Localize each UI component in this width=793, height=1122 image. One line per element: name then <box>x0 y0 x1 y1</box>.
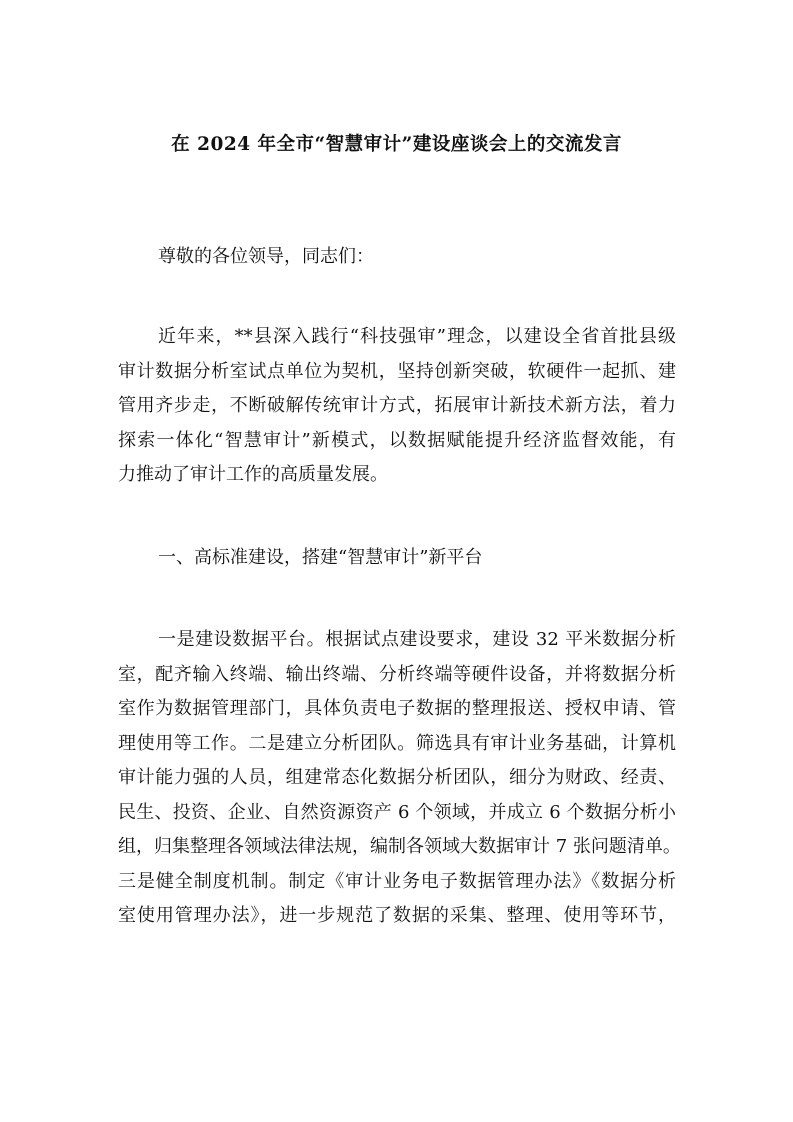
paragraph-line: 民生、投资、企业、自然资源资产 6 个领域，并成立 6 个数据分析小 <box>118 801 676 823</box>
section-heading-block <box>118 541 676 576</box>
paragraph-line: 室，配齐输入终端、输出终端、分析终端等硬件设备，并将数据分析 <box>118 663 676 685</box>
salutation-block <box>118 240 676 275</box>
paragraph-line: 理使用等工作。二是建立分析团队。筛选具有审计业务基础，计算机 <box>118 732 676 754</box>
section-paragraph <box>118 623 681 934</box>
paragraph-line: 管用齐步走，不断破解传统审计方式，拓展审计新技术新方法，着力 <box>118 395 676 416</box>
paragraph-line: 力推动了审计工作的高质量发展。 <box>118 464 388 485</box>
paragraph-line: 审计能力强的人员，组建常态化数据分析团队，细分为财政、经责、 <box>118 767 676 788</box>
paragraph-line: 一是建设数据平台。根据试点建设要求，建设 32 平米数据分析 <box>158 629 676 650</box>
document-title: 在 2024 年全市“智慧审计”建设座谈会上的交流发言 <box>171 134 622 155</box>
paragraph-line: 审计数据分析室试点单位为契机，坚持创新突破，软硬件一起抓、建 <box>118 360 676 382</box>
section-heading: 一、高标准建设，搭建“智慧审计”新平台 <box>158 547 483 568</box>
salutation: 尊敬的各位领导，同志们： <box>158 246 374 267</box>
paragraph-line: 三是健全制度机制。制定《审计业务电子数据管理办法》《数据分析 <box>118 870 676 892</box>
paragraph-line: 组，归集整理各领域法律法规，编制各领域大数据审计 7 张问题清单。 <box>118 836 681 857</box>
paragraph-line: 近年来，**县深入践行“科技强审”理念，以建设全省首批县级 <box>158 326 676 347</box>
intro-paragraph <box>118 320 676 493</box>
paragraph-line: 室使用管理办法》，进一步规范了数据的采集、整理、使用等环节， <box>118 905 676 926</box>
paragraph-line: 室作为数据管理部门，具体负责电子数据的整理报送、授权申请、管 <box>118 698 676 719</box>
paragraph-line: 探索一体化“智慧审计”新模式，以数据赋能提升经济监督效能，有 <box>118 429 676 451</box>
